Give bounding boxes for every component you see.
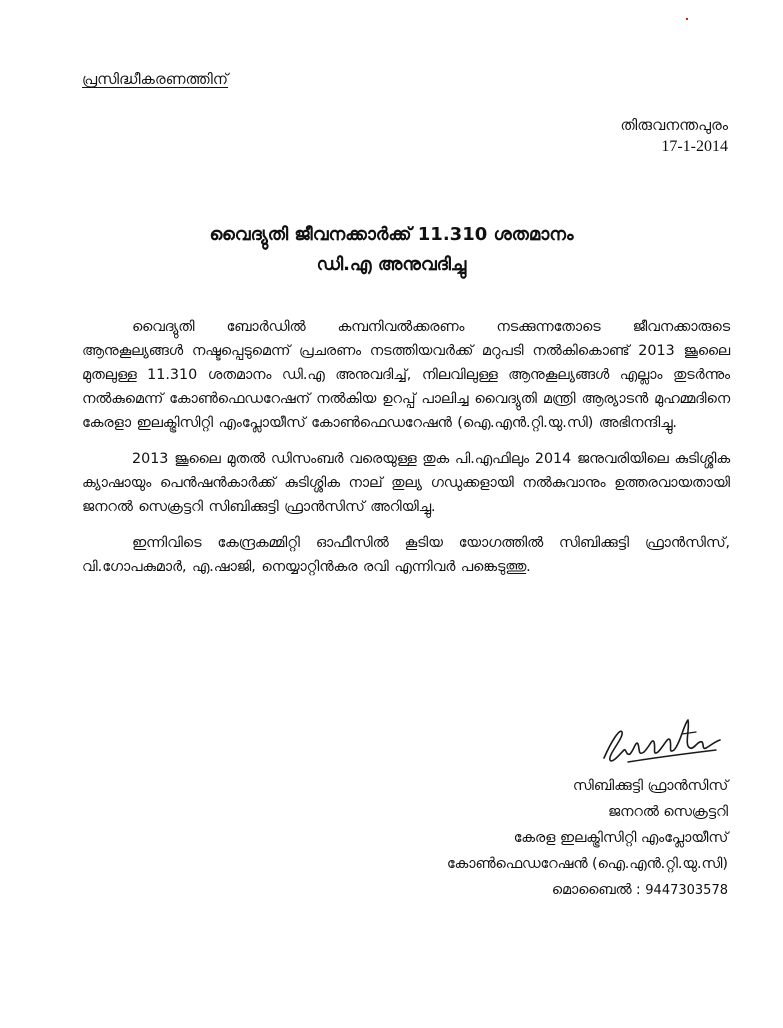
scan-speck [686, 18, 688, 20]
organization-line-1: കേരള ഇലക്ട്രിസിറ്റി എംപ്ലോയീസ് [513, 830, 728, 846]
mobile-label: മൊബൈൽ : [551, 882, 641, 898]
title-line-1: വൈദ്യുതി ജീവനക്കാർക്ക് 11.310 ശതമാനം [209, 224, 574, 245]
signatory-designation: ജനറൽ സെക്രട്ടറി [607, 804, 728, 820]
signatory-name: സിബിക്കുട്ടി ഫ്രാൻസിസ് [572, 778, 728, 794]
for-publication-label: പ്രസിദ്ധീകരണത്തിന് [82, 70, 229, 88]
body-text [82, 315, 730, 591]
title-line-2: ഡി.എ അനുവദിച്ചു [316, 254, 467, 275]
mobile-number: 9447303578 [645, 883, 728, 898]
place: തിരുവനന്തപുരം [620, 116, 728, 134]
press-release-title [0, 220, 783, 280]
mobile-line [447, 877, 728, 904]
paragraph-1: വൈദ്യുതി ബോർഡിൽ കമ്പനിവൽക്കരണം നടക്കുന്നതോടെ ജീവനക്കാരുടെ ആനുകൂല്യങ്ങൾ നഷ്ടപ്പെടുമെന്ന് പ്രചരണം നടത്തിയവർക്ക് മറുപടി നൽകികൊണ്ട് 2013 ജൂലൈ മുതലുള്ള 11.310 ശതമാനം ഡി.എ അനുവദിച്ച്, നിലവിലുള്ള ആനുകൂല്യങ്ങൾ എല്ലാം തുടർന്നും നൽകുമെന്ന് കോൺഫെഡറേഷന് നൽകിയ ഉറപ്പ് പാലിച്ച വൈദ്യുതി മന്ത്രി ആര്യാടൻ മുഹമ്മദിനെ കേരളാ ഇലക്ട്രിസിറ്റി എംപ്ലോയീസ് കോൺഫെഡറേഷൻ (ഐ.എൻ.റ്റി.യു.സി) അഭിനന്ദിച്ചു. [82, 319, 730, 431]
paragraph-2: 2013 ജൂലൈ മുതൽ ഡിസംബർ വരെയുള്ള തുക പി.എഫിലും 2014 ജനുവരിയിലെ കുടിശ്ശിക ക്യാഷായും പെൻഷൻകാർക്ക് കുടിശ്ശിക നാല് തുല്യ ഗഡുക്കളായി നൽകുവാനും ഉത്തരവായതായി ജനറൽ സെക്രട്ടറി സിബിക്കുട്ടി ഫ്രാൻസിസ് അറിയിച്ചു. [82, 451, 730, 515]
place-date-block [620, 114, 728, 158]
organization-line-2: കോൺഫെഡറേഷൻ (ഐ.എൻ.റ്റി.യു.സി) [446, 856, 728, 872]
handwritten-signature [598, 710, 728, 770]
paragraph-3: ഇന്നിവിടെ കേന്ദ്രകമ്മിറ്റി ഓഫീസിൽ കൂടിയ യോഗത്തിൽ സിബിക്കുട്ടി ഫ്രാൻസിസ്, വി.ഗോപകുമാർ, എ.ഷാജി, നെയ്യാറ്റിൻകര രവി എന്നിവർ പങ്കെടുത്തു. [82, 535, 730, 575]
date: 17-1-2014 [661, 138, 728, 155]
signatory-block [447, 773, 728, 904]
